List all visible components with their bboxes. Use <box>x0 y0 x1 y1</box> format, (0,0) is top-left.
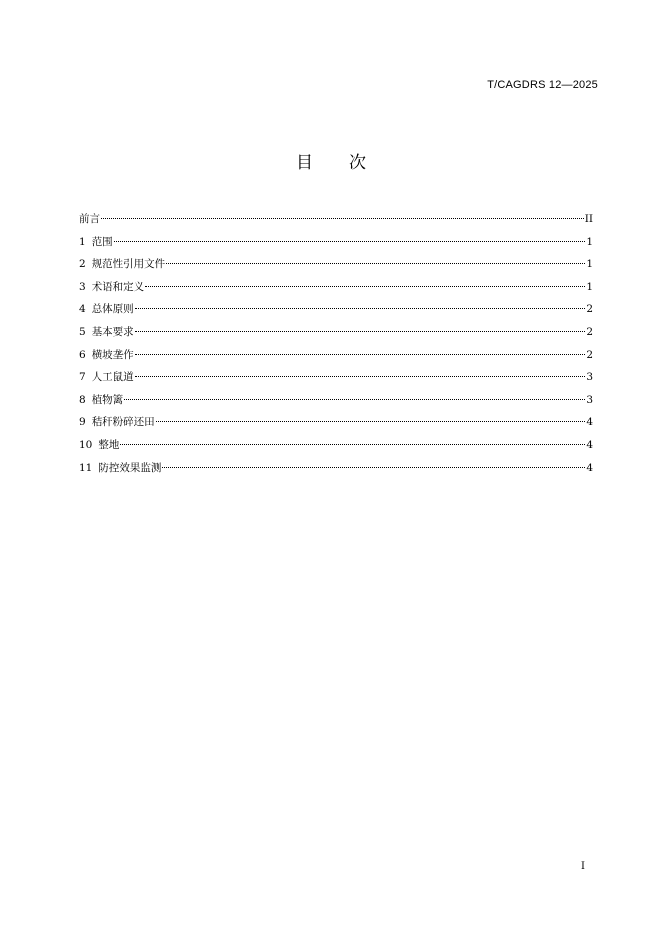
toc-entry-label: 整地 <box>98 438 120 451</box>
toc-entry-label: 规范性引用文件 <box>91 258 166 271</box>
toc-entry-normative-references[interactable] <box>79 253 593 276</box>
toc-entry-label: 前言 <box>79 213 100 225</box>
toc-entry-label: 横坡垄作 <box>91 348 134 361</box>
toc-entry-page: 2 <box>586 325 593 338</box>
toc-entry-page: 1 <box>586 258 593 271</box>
toc-entry-page: 3 <box>586 393 593 406</box>
toc-entry-number: 6 <box>79 348 86 361</box>
toc-entry-straw-return[interactable] <box>79 411 593 434</box>
toc-entry-number: 9 <box>79 416 86 429</box>
toc-entry-label: 防控效果监测 <box>98 461 162 474</box>
toc-entry-number: 7 <box>79 371 86 384</box>
toc-leader-dots <box>135 376 586 377</box>
toc-list <box>79 208 593 479</box>
toc-entry-number: 5 <box>79 325 86 338</box>
toc-entry-page: 3 <box>586 371 593 384</box>
toc-entry-page: 2 <box>586 348 593 361</box>
toc-entry-label: 基本要求 <box>91 325 134 338</box>
toc-entry-label: 术语和定义 <box>91 280 145 293</box>
toc-leader-dots <box>156 421 586 422</box>
toc-entry-label: 秸秆粉碎还田 <box>91 416 155 429</box>
toc-entry-foreword[interactable] <box>79 208 593 231</box>
toc-entry-number: 11 <box>79 461 93 474</box>
toc-entry-number: 3 <box>79 280 86 293</box>
page-number: I <box>581 861 585 872</box>
toc-entry-number: 4 <box>79 303 86 316</box>
toc-entry-label: 植物篱 <box>91 393 124 406</box>
toc-leader-dots <box>101 218 584 219</box>
toc-entry-page: 2 <box>586 303 593 316</box>
toc-entry-effect-monitoring[interactable] <box>79 457 593 480</box>
toc-entry-number: 2 <box>79 258 86 271</box>
toc-entry-scope[interactable] <box>79 231 593 254</box>
toc-leader-dots <box>124 399 585 400</box>
toc-entry-general-principles[interactable] <box>79 298 593 321</box>
toc-entry-page: II <box>584 213 593 225</box>
toc-entry-label: 人工鼠道 <box>91 371 134 384</box>
toc-entry-hedgerows[interactable] <box>79 389 593 412</box>
toc-leader-dots <box>120 444 585 445</box>
toc-leader-dots <box>114 241 586 242</box>
toc-entry-label: 范围 <box>91 235 113 248</box>
toc-entry-label: 总体原则 <box>91 303 134 316</box>
toc-entry-number: 8 <box>79 393 86 406</box>
toc-entry-land-preparation[interactable] <box>79 434 593 457</box>
toc-entry-mole-drainage[interactable] <box>79 366 593 389</box>
toc-leader-dots <box>135 354 586 355</box>
toc-entry-terms-definitions[interactable] <box>79 276 593 299</box>
toc-entry-number: 10 <box>79 438 93 451</box>
document-code: T/CAGDRS 12—2025 <box>487 79 598 91</box>
toc-leader-dots <box>135 308 586 309</box>
toc-entry-page: 1 <box>586 235 593 248</box>
toc-leader-dots <box>166 263 585 264</box>
toc-entry-number: 1 <box>79 235 86 248</box>
toc-entry-page: 4 <box>586 438 593 451</box>
toc-title <box>0 148 662 173</box>
toc-leader-dots <box>145 286 585 287</box>
toc-leader-dots <box>135 331 586 332</box>
toc-entry-page: 4 <box>586 416 593 429</box>
toc-title-char-2: 次 <box>349 153 366 173</box>
toc-leader-dots <box>162 467 585 468</box>
toc-entry-page: 4 <box>586 461 593 474</box>
toc-entry-page: 1 <box>586 280 593 293</box>
toc-entry-contour-ridging[interactable] <box>79 344 593 367</box>
toc-entry-basic-requirements[interactable] <box>79 321 593 344</box>
toc-title-char-1: 目 <box>296 153 313 173</box>
